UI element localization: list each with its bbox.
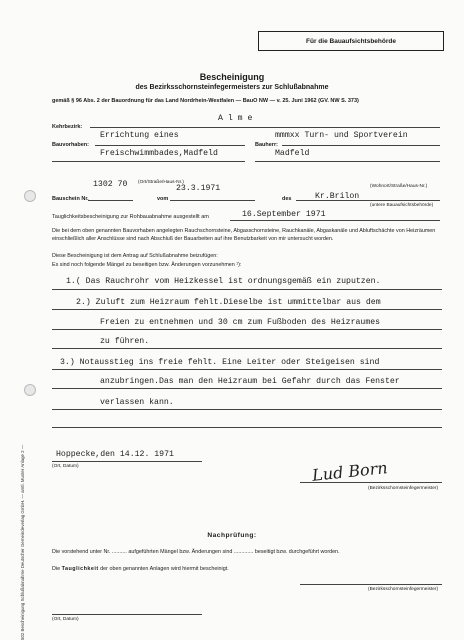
defect-item-3-cont: anzubringen.Das man den Heizraum bei Gefahr durch das Fenster bbox=[100, 377, 400, 386]
bauherr-label: Bauherr: bbox=[255, 142, 278, 148]
vom-label: vom bbox=[157, 196, 169, 202]
signature: Lud Born bbox=[311, 458, 389, 485]
np-line2-tauglichkeit: Tauglichkeit bbox=[61, 566, 99, 572]
bauschein-number: 1302 70 bbox=[93, 180, 128, 189]
tauglichkeit-date: 16.September 1971 bbox=[242, 210, 326, 219]
tauglichkeit-line bbox=[230, 220, 440, 221]
bauvorhaben-line1: Errichtung eines bbox=[100, 131, 179, 140]
wohnort-label: (Wohnort/Straße/Haus-Nr.) bbox=[370, 184, 428, 189]
paragraph-defects: Es sind noch folgende Mängel zu beseitigen bzw. Änderungen vorzunehmen ¹): bbox=[52, 262, 242, 268]
behoerde-label: (untere Bauaufsichtsbehörde) bbox=[370, 203, 434, 208]
bauschein-date: 23.3.1971 bbox=[176, 184, 221, 193]
defect-item-2-end: zu führen. bbox=[100, 337, 150, 346]
kehrbezirk-line bbox=[90, 127, 440, 128]
behoerde-value: Kr.Brilon bbox=[315, 192, 360, 201]
signature-line bbox=[300, 482, 442, 483]
paragraph-inspection: Die bei dem oben genannten Bauvorhaben angelegten Rauchschornsteine, Abgasschornsteine, Rauchkanäle, Abgaskanäle und Abluftschächte von Heizräumen einschließlich aller Anschlüsse sind nach Abschluß der Bauarbeiten auf ihre Benutzbarkeit von mir untersucht worden. bbox=[52, 228, 436, 242]
bauschein-date-line bbox=[170, 200, 255, 201]
np-place-label: (Ort, Datum) bbox=[52, 617, 79, 622]
ort-label: (Ort/Straße/Haus-Nr.) bbox=[138, 180, 184, 185]
bauvorhaben-label: Bauvorhaben: bbox=[52, 142, 89, 148]
authority-box-label: Für die Bauaufsichtsbehörde bbox=[306, 38, 396, 45]
des-label: des bbox=[282, 196, 292, 202]
np-signature-line bbox=[300, 584, 442, 585]
item-line-3 bbox=[52, 329, 442, 330]
item-line-8 bbox=[52, 427, 442, 428]
paragraph-attach: Diese Bescheinigung ist dem Antrag auf Schlußabnahme beizufügen: bbox=[52, 253, 218, 259]
np-place-line bbox=[52, 614, 202, 615]
behoerde-line bbox=[296, 200, 440, 201]
defect-item-3: 3.) Notausstieg ins freie fehlt. Eine Leiter oder Steigeisen sind bbox=[60, 358, 380, 367]
defect-item-2-cont: Freien zu entnehmen und 30 cm zum Fußboden des Heizraumes bbox=[100, 318, 381, 327]
np-line2-start: Die bbox=[52, 566, 61, 572]
kehrbezirk-value: A l m e bbox=[218, 114, 253, 123]
place-date: Hoppecke,den 14.12. 1971 bbox=[56, 450, 174, 459]
document-subtitle: des Bezirksschornsteinfegermeisters zur Schlußabnahme bbox=[135, 84, 329, 91]
nachpruefung-heading: Nachprüfung: bbox=[207, 532, 257, 539]
punch-hole-bottom bbox=[24, 384, 36, 396]
document-title: Bescheinigung bbox=[199, 72, 265, 82]
defect-item-1: 1.( Das Rauchrohr vom Heizkessel ist ordnungsgemäß ein zuputzen. bbox=[66, 277, 381, 286]
bauherr-line-b bbox=[255, 161, 440, 162]
place-date-label: (Ort, Datum) bbox=[52, 464, 79, 469]
bauherr-line-a bbox=[282, 145, 440, 146]
defect-item-3-end: verlassen kann. bbox=[100, 398, 174, 407]
signature-label: (Bezirksschornsteinfegermeister) bbox=[368, 486, 439, 491]
bauschein-nr-line bbox=[88, 200, 133, 201]
bauherr-line1: mmmxx Turn- und Sportverein bbox=[275, 131, 408, 140]
np-line2-end: der oben genannten Anlagen wird hiermit bescheinigt. bbox=[100, 566, 229, 572]
tauglichkeit-label: Tauglichkeitsbescheinigung zur Rohbauabnahme ausgestellt am bbox=[52, 214, 209, 220]
legal-reference: gemäß § 96 Abs. 2 der Bauordnung für das Land Nordrhein-Westfalen — BauO NW — v. 25. Juni 1962 (GV. NW S. 373) bbox=[52, 98, 359, 104]
nachpruefung-line2 bbox=[52, 566, 229, 574]
item-line-2 bbox=[52, 309, 442, 310]
punch-hole-top bbox=[24, 190, 36, 202]
place-date-line bbox=[52, 461, 202, 462]
bauvorhaben-line-b bbox=[52, 161, 245, 162]
kehrbezirk-label: Kehrbezirk: bbox=[52, 124, 83, 130]
authority-box bbox=[258, 31, 444, 51]
item-line-4 bbox=[52, 348, 442, 349]
bauherr-line2: Madfeld bbox=[275, 149, 310, 158]
bauschein-label: Bauschein Nr. bbox=[52, 196, 89, 202]
item-line-5 bbox=[52, 369, 442, 370]
side-print-note: 502 Bescheinigung Schlußabnahme Deutscher Gemeindeverlag GmbH. — amtl. Muster Anlage 2 — bbox=[20, 444, 25, 640]
defect-item-2: 2.) Zuluft zum Heizraum fehlt.Dieselbe ist ummittelbar aus dem bbox=[76, 298, 381, 307]
np-signature-label: (Bezirksschornsteinfegermeister) bbox=[368, 587, 439, 592]
item-line-1 bbox=[52, 289, 442, 290]
item-line-6 bbox=[52, 388, 442, 389]
nachpruefung-line1: Die vorstehend unter Nr. .......... aufgeführten Mängel bzw. Änderungen sind ............. beseitigt bzw. durchgeführt worden. bbox=[52, 549, 340, 555]
bauvorhaben-line2: Freischwimmbades,Madfeld bbox=[100, 149, 218, 158]
item-line-7 bbox=[52, 409, 442, 410]
bauvorhaben-line-a bbox=[95, 145, 245, 146]
